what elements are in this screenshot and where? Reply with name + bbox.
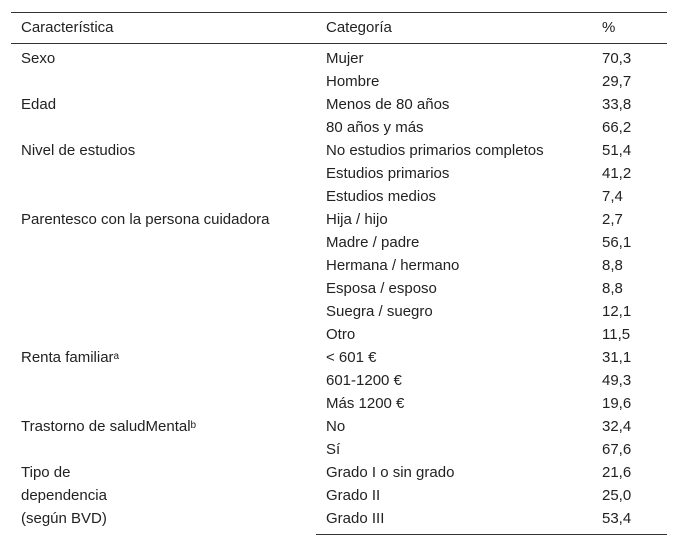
- category-cell: Esposa / esposo: [326, 280, 437, 297]
- footnote-marker: a: [113, 351, 120, 362]
- characteristic-label-line: dependencia: [21, 487, 107, 504]
- category-cell: Otro: [326, 326, 356, 343]
- percent-cell: 29,7: [602, 73, 632, 90]
- table-header-row: [11, 13, 667, 44]
- percent-cell: 8,8: [602, 280, 623, 297]
- header-caracteristica: Característica: [11, 13, 316, 44]
- percent-cell: 56,1: [602, 234, 632, 251]
- percent-cell: 49,3: [602, 372, 632, 389]
- category-cell: 80 años y más: [326, 119, 424, 136]
- percent-cell: 2,7: [602, 211, 623, 228]
- percent-cell: 12,1: [602, 303, 632, 320]
- category-cell: Madre / padre: [326, 234, 420, 251]
- percent-cell: 32,4: [602, 418, 632, 435]
- table-row: [11, 93, 667, 116]
- header-percent: %: [592, 13, 667, 44]
- category-cell: No: [326, 418, 346, 435]
- percent-cell: 19,6: [602, 395, 632, 412]
- characteristic-label: Edad: [21, 96, 57, 113]
- footnote-marker: b: [190, 420, 197, 431]
- percent-cell: 33,8: [602, 96, 632, 113]
- percent-cell: 70,3: [602, 50, 632, 67]
- characteristic-label: Parentesco con la persona cuidadora: [21, 211, 270, 228]
- category-cell: Más 1200 €: [326, 395, 405, 412]
- category-cell: Grado III: [316, 507, 592, 535]
- table-row: [11, 139, 667, 162]
- table-row: [11, 346, 667, 369]
- characteristic-cell: [11, 44, 316, 94]
- table-row: [11, 44, 667, 71]
- data-table-container: [11, 12, 667, 535]
- category-cell: Sí: [326, 441, 341, 458]
- characteristic-label: Sexo: [21, 50, 56, 67]
- category-cell: Hombre: [326, 73, 380, 90]
- category-cell: Menos de 80 años: [326, 96, 450, 113]
- table-row: [11, 208, 667, 231]
- percent-cell: 21,6: [602, 464, 632, 481]
- characteristic-label: Trastorno de saludMental: [21, 418, 191, 435]
- percent-cell: 51,4: [602, 142, 632, 159]
- category-cell: < 601 €: [326, 349, 377, 366]
- characteristic-cell: [11, 93, 316, 139]
- percent-cell: 31,1: [602, 349, 632, 366]
- characteristic-cell: [11, 415, 316, 461]
- category-cell: Grado II: [326, 487, 381, 504]
- characteristic-cell: [11, 139, 316, 208]
- category-cell: Suegra / suegro: [326, 303, 433, 320]
- percent-cell: 66,2: [602, 119, 632, 136]
- characteristic-cell: [11, 461, 316, 535]
- table-row: [11, 415, 667, 438]
- percent-cell: 25,0: [602, 487, 632, 504]
- category-cell: Estudios primarios: [326, 165, 450, 182]
- percent-cell: 7,4: [602, 188, 623, 205]
- percent-cell: 11,5: [602, 326, 631, 343]
- characteristics-table: [11, 12, 667, 535]
- category-cell: Grado I o sin grado: [326, 464, 455, 481]
- table-body: [11, 44, 667, 535]
- characteristic-label-line: Tipo de: [21, 464, 71, 481]
- characteristic-label: Renta familiar: [21, 349, 114, 366]
- category-cell: Estudios medios: [326, 188, 437, 205]
- category-cell: Mujer: [326, 50, 364, 67]
- header-categoria: Categoría: [316, 13, 592, 44]
- percent-cell: 53,4: [592, 507, 667, 535]
- characteristic-cell: [11, 208, 316, 346]
- percent-cell: 41,2: [602, 165, 632, 182]
- category-cell: Hermana / hermano: [326, 257, 460, 274]
- characteristic-cell: [11, 346, 316, 415]
- characteristic-label: Nivel de estudios: [21, 142, 136, 159]
- category-cell: No estudios primarios completos: [326, 142, 544, 159]
- table-row: [11, 461, 667, 484]
- percent-cell: 8,8: [602, 257, 623, 274]
- characteristic-label-line: (según BVD): [21, 510, 107, 527]
- category-cell: 601-1200 €: [326, 372, 402, 389]
- percent-cell: 67,6: [602, 441, 632, 458]
- category-cell: Hija / hijo: [326, 211, 388, 228]
